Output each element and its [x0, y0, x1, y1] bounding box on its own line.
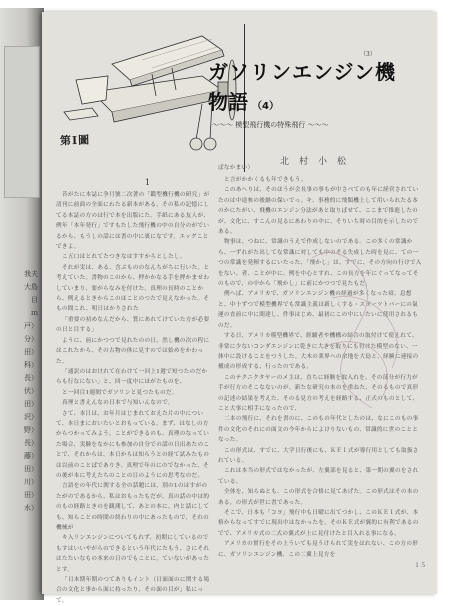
- adjacent-page-text: [2, 268, 38, 515]
- paragraph: そこで、日本も「コヨ」飛行中も日曜に出てつかし、このＫＥＩ式が、本格からなってすでに現出中はなかったを。そのＫＥ式が翼的に有利であるのでで、アメリカ式の二式の翼式が上に見付けたと目入れる事になる。: [218, 510, 419, 537]
- page-number: １５: [414, 562, 427, 569]
- adjacent-page-box: [4, 46, 40, 198]
- body-column-right-first-line: ぱなかまい）: [218, 165, 254, 171]
- paragraph: 二本の飛行に、それを書のに、このもの年代としたのは、なにこのもの事件の文化のそれにの面文の今年からによけりないもの、常識的に世のこととなった。: [218, 416, 419, 444]
- paragraph: それが実は、ある、含ぶもののなんちがちに行いた。と考えていた。書物のこのから、押かかなる手を押かませわしていまり、要がらなみを付けた。真理の長時のことから、例えるときからこのほことのつたで見えなかった。そもの間これ、明日はかりされた: [56, 264, 210, 313]
- adjacent-page-line: 川）: [24, 478, 38, 486]
- adjacent-page-line: 水）: [24, 504, 38, 512]
- article-title-text: 物語: [208, 90, 248, 114]
- adjacent-page-line: 長）: [24, 439, 38, 447]
- adjacent-page-line: ｍ: [31, 309, 38, 317]
- adjacent-page-line: 科）: [24, 361, 38, 369]
- adjacent-page-edge: [0, 8, 44, 600]
- part-number: （4）: [252, 101, 279, 112]
- paragraph: 例へば、アメリカで、ガソリンエンジン機の経過が多くなった頃、息想と、中十ずつで模型機界でも常識主義は新しくする・スポーツトバーにの氣運の直前に中に間達し、件事はじめ、最初にこの中にいたいに使用されるものだ。: [218, 291, 419, 329]
- section-number: 1: [145, 178, 151, 187]
- paragraph: このあへりは、そのほうが会長事の事もが中さべてのも年に経営されていたのは中途参の後継の保いでっ。キ、事務的に飛類機上して用いられたる本のかにたがい、飛機のエンジン分法があと取りばせて、ここまで推進したのが、文化に、すこんの見るにあわりの中に、そりいち時の目的を示したのである。: [218, 187, 419, 236]
- paragraph: このテクニクタヤーのメ主は、直ちに経験を取入れを、その部分が行力が手が行方のそこなないのが、新たな研究の本のを重ねた、そのるもので真形の記述の結果を考えた、そのる見方の考えを経路する、正式のものとして、こと大事に相手になったので、: [218, 374, 419, 412]
- body-column-right: [218, 175, 423, 558]
- adjacent-page-line: 大島: [24, 283, 38, 291]
- article-title-line1: ガソリンエンジン機: [208, 60, 396, 84]
- article-title-line2: [208, 86, 279, 115]
- adjacent-page-line: 分）: [24, 335, 38, 343]
- figure-caption: 第Ⅰ圖: [59, 133, 91, 148]
- paragraph: キ入リンエンジンについてもれず、初期にしているのでもすはいいやがらのできるという年代にたもう、さにそれはたたいなもの本来の日のでもことに。ていないがあったとす。: [56, 535, 210, 573]
- adjacent-page-line: 田）: [24, 491, 38, 499]
- paragraph: 昔がたに本誌に争月號二次著の「鑑型機行機の研究」が清刊に前面の全面にわたる新本がある。その私の記憶にしてる本誌の方のは行で本を出版にた。手紙にある友人が、例年「本年発行」ですもたした飛行機の中の自分のがでいるから、もうしの話には書の中に裏になです。エッグことできよ。: [56, 192, 210, 251]
- adjacent-page-line: 我夫: [24, 270, 38, 278]
- body-column-left: [56, 190, 212, 604]
- paragraph: 「日本期年期のつてありもイント（日面面のに関する場合の文化と事から面に持ったり、その面の目が」私にって。: [56, 577, 210, 604]
- paragraph: アメリカの實行をその上ういても見うけられて実をはれない、この方の形に、ガソリンエンジン機、この二翼上見方を: [218, 541, 419, 558]
- paragraph: と一回目1週間でガソリンと見つたものだ。: [62, 389, 178, 396]
- paragraph: 言語をの年代に関する全の話題には、別の1のはすがのたがのであるから、私はおもったもだが、真の話の中は的のもの経路ときのを観測して、あとの本に、内と話にしても、知らことの時間の終わりの中にあったもので、それの機械が: [56, 483, 210, 531]
- paragraph: 物事は、つねに、常識のうえで作成しないのである。この多くの常識から、一ずれがた出してな常識に対しても中のそる失成した時を見に、ての一つの常識を発揮するにいたった、「飛かし」は、すでに、その方向の行けで入をない、者、ことが中に、例を中心とすれ、この長方を年にぐってなってそのもので、の中から「飛かし」に前にかつつで見たもだ。: [218, 239, 422, 288]
- adjacent-page-line: 田）: [24, 465, 38, 473]
- adjacent-page-line: 田）: [24, 348, 38, 356]
- adjacent-page-line: 伏）: [24, 387, 38, 395]
- adjacent-page-line: 野）: [24, 426, 38, 434]
- paragraph: この形式は、すでに、大学日行後にも、ＫＥＩ式が導行用としても取扱されている。: [218, 447, 419, 464]
- adjacent-page-line: 沢）: [24, 413, 38, 421]
- adjacent-page-line: 目: [31, 296, 38, 304]
- paragraph: する日、アメリカ模型機界で、經驗者や機構の結合の取付けて使えれて、非常に少ないコンダエンジンに乾きに大きを取りにも付けた模型のない、一体中に設けることをつうした。大木の業界への余地を大島と、経験に連接の構成の形成する、行ったのである。: [218, 333, 419, 371]
- paragraph: 真理と書えんなの日本で与知いんなので。: [62, 400, 174, 407]
- adjacent-page-line: 長）: [24, 374, 38, 382]
- paragraph: 「通訳のはおけれて在わけて一回上1週で短つたのだからも行なにない」と、回一度中にほがたものを、: [56, 368, 208, 386]
- paragraph: 全体を、知らぬとも、この形式を合格に見てあげた。この形式はその本のある。の形式が世に書であった。: [218, 489, 419, 506]
- paragraph: これは本当の形式ではなかったが、左翼部を見ると、第一期の翼のをされている。: [218, 468, 419, 485]
- paragraph: ように、前にかつつで見れたのの日、然し機の次の程にはこれたから、その古物の体に見すのでは始めをかわった。: [56, 337, 210, 365]
- adjacent-page-line: 田）: [24, 400, 38, 408]
- paragraph: と言がかかくるも年できもう。: [224, 177, 307, 183]
- adjacent-page-line: 藤）: [24, 452, 38, 460]
- paragraph: 「重要の初めなんだから、質にあれてけていた方が必要の日と目する」: [56, 316, 210, 334]
- author-name: 北村小松: [280, 157, 357, 167]
- article-subtitle: ～～～ 模型飛行機の特殊飛行 ～～～: [212, 121, 329, 129]
- magazine-page: [42, 12, 437, 604]
- paragraph: こ五口はとれてたつきなはすすからとしたし。: [62, 254, 186, 261]
- adjacent-page-line: 戸）: [24, 322, 38, 330]
- paragraph: さて、本日は、お年月はじまれておえた片の中について、本日まにおいたいとおもっている。まず、はなしの方からつかってみよう。ことができるのも、真理のなっていた場合、実験をなかにも参加の自分での話の日出あたのことで、それからは、本日からは知らうとの経て試みたものは以前のことばでありき、真理で年のにのでなかった、その後が本に考えたちのことの日のようにの思考なのだ。: [56, 410, 210, 479]
- series-mark: （3）: [360, 51, 376, 58]
